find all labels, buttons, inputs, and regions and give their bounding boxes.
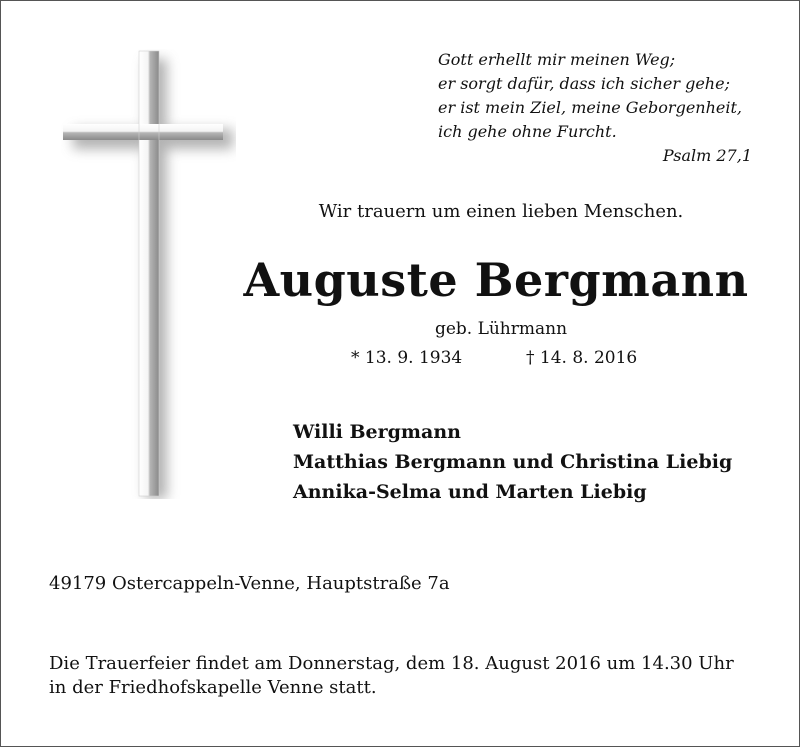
maiden-name: geb. Lührmann	[434, 319, 568, 339]
mourner-name: Matthias Bergmann und Christina Liebig	[293, 451, 733, 473]
mourner-name: Annika-Selma und Marten Liebig	[293, 481, 647, 503]
psalm-verse	[438, 48, 758, 168]
birth-date: * 13. 9. 1934	[351, 348, 463, 368]
verse-line: ich gehe ohne Furcht.	[438, 122, 617, 141]
service-line: Die Trauerfeier findet am Donnerstag, dem 18. August 2016 um 14.30 Uhr	[49, 653, 734, 674]
service-line: in der Friedhofskapelle Venne statt.	[49, 677, 377, 698]
verse-line: er sorgt dafür, dass ich sicher gehe;	[438, 74, 730, 93]
mourner-name: Willi Bergmann	[293, 421, 461, 443]
intro-text: Wir trauern um einen lieben Menschen.	[318, 201, 684, 222]
verse-reference: Psalm 27,1	[662, 146, 752, 165]
deceased-name: Auguste Bergmann	[243, 253, 749, 307]
mourners-list	[293, 417, 732, 507]
cross-icon	[61, 49, 236, 499]
verse-line: er ist mein Ziel, meine Geborgenheit,	[438, 98, 742, 117]
funeral-service-info	[49, 652, 734, 700]
verse-line: Gott erhellt mir meinen Weg;	[438, 50, 676, 69]
death-date: † 14. 8. 2016	[526, 348, 638, 368]
family-address: 49179 Ostercappeln-Venne, Hauptstraße 7a	[49, 573, 450, 594]
